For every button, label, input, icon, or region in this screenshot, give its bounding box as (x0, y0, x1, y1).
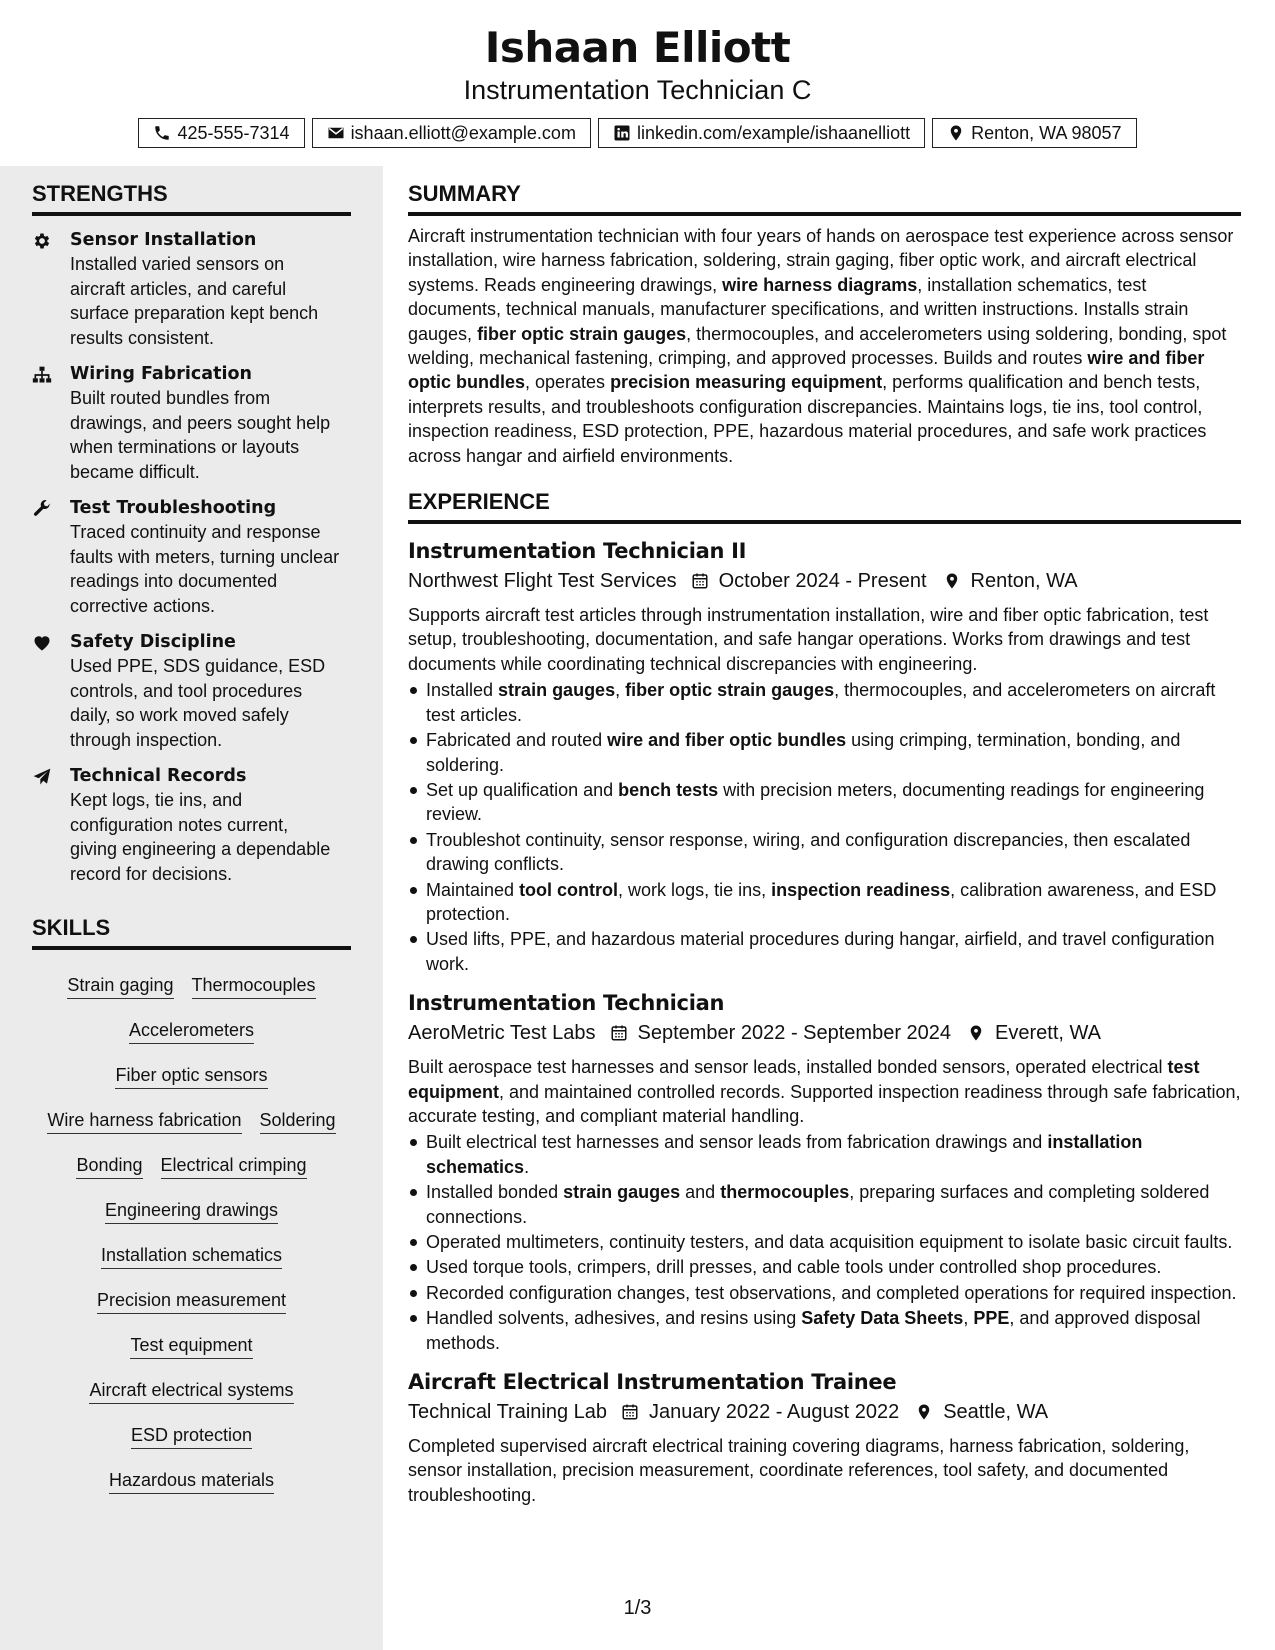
strength-desc: Built routed bundles from drawings, and peers sought help when terminations or layouts became difficult. (70, 388, 331, 482)
job-entry (408, 1369, 1241, 1507)
skill-tag: Wire harness fabrication (47, 1109, 241, 1134)
job-meta (408, 567, 1241, 595)
calendar-icon (610, 1024, 628, 1042)
heart-icon (32, 633, 52, 653)
strength-desc: Traced continuity and response faults with meters, turning unclear readings into documented corrective actions. (70, 522, 340, 616)
job-meta (408, 1398, 1241, 1426)
bullet-item: Set up qualification and bench tests with precision meters, documenting readings for engineering review. (408, 778, 1241, 827)
calendar-icon (691, 572, 709, 590)
strength-title: Technical Records (70, 766, 247, 786)
strength-desc: Kept logs, tie ins, and configuration notes current, giving engineering a dependable record for decisions. (70, 790, 331, 884)
job-dates: September 2022 - September 2024 (637, 1022, 952, 1045)
map-pin-icon (967, 1024, 985, 1042)
strengths-heading: STRENGTHS (32, 166, 351, 216)
contact-bar (0, 118, 1275, 148)
email-text: ishaan.elliott@example.com (350, 122, 576, 143)
job-dates: January 2022 - August 2022 (649, 1401, 900, 1424)
job-location: Renton, WA (970, 570, 1078, 593)
skill-tag: Aircraft electrical systems (89, 1379, 293, 1404)
wrench-icon (32, 499, 52, 519)
skill-tag: Thermocouples (192, 974, 316, 999)
bullet-item: Used torque tools, crimpers, drill presses, and cable tools under controlled shop procedures. (408, 1255, 1241, 1279)
job-title: Instrumentation Technician (408, 991, 725, 1016)
main-content (408, 166, 1241, 1507)
skill-tag: Installation schematics (101, 1244, 282, 1269)
bullet-item: Handled solvents, adhesives, and resins using Safety Data Sheets, PPE, and approved disposal methods. (408, 1306, 1241, 1355)
job-entry (408, 538, 1241, 976)
job-title: Aircraft Electrical Instrumentation Trainee (408, 1370, 897, 1395)
strength-item (32, 765, 351, 886)
job-bullets (408, 678, 1241, 976)
job-title: Instrumentation Technician II (408, 539, 747, 564)
envelope-icon (327, 124, 345, 142)
strength-title: Wiring Fabrication (70, 364, 252, 384)
strength-title: Sensor Installation (70, 230, 257, 250)
bullet-item: Operated multimeters, continuity testers, and data acquisition equipment to isolate basic circuit faults. (408, 1230, 1241, 1254)
bullet-item: Installed strain gauges, fiber optic strain gauges, thermocouples, and accelerometers on aircraft test articles. (408, 678, 1241, 727)
skill-tag: Strain gaging (67, 974, 173, 999)
contact-phone[interactable] (138, 118, 304, 148)
job-dates: October 2024 - Present (718, 570, 927, 593)
candidate-title: Instrumentation Technician C (463, 75, 812, 105)
skill-tag: Fiber optic sensors (115, 1064, 267, 1089)
strength-item (32, 229, 351, 350)
map-pin-icon (943, 572, 961, 590)
skill-tag: Electrical crimping (161, 1154, 307, 1179)
skill-tag: Hazardous materials (109, 1469, 274, 1494)
job-meta (408, 1019, 1241, 1047)
job-company: Technical Training Lab (408, 1401, 608, 1424)
phone-text: 425-555-7314 (177, 122, 290, 143)
job-company: AeroMetric Test Labs (408, 1022, 596, 1045)
contact-email[interactable] (312, 118, 591, 148)
skills-list (32, 962, 351, 1502)
job-description: Built aerospace test harnesses and sensor leads, installed bonded sensors, operated electrical test equipment, and maintained controlled records. Supported inspection readiness through safe fabrication, accurate testing, and compliant material handling. (408, 1057, 1241, 1126)
strength-title: Test Troubleshooting (70, 498, 277, 518)
bullet-item: Troubleshot continuity, sensor response, wiring, and configuration discrepancies, then escalated drawing conflicts. (408, 828, 1241, 877)
strength-item (32, 497, 351, 618)
bullet-item: Built electrical test harnesses and sensor leads from fabrication drawings and installation schematics. (408, 1130, 1241, 1179)
page-number: 1/3 (623, 1597, 652, 1619)
job-company: Northwest Flight Test Services (408, 570, 677, 593)
skill-tag: ESD protection (131, 1424, 252, 1449)
bullet-item: Used lifts, PPE, and hazardous material procedures during hangar, airfield, and travel configuration work. (408, 927, 1241, 976)
sidebar (0, 166, 383, 1650)
contact-location (932, 118, 1136, 148)
job-location: Seattle, WA (943, 1401, 1049, 1424)
job-bullets (408, 1130, 1241, 1355)
summary-heading: SUMMARY (408, 166, 1241, 216)
calendar-icon (621, 1403, 639, 1421)
job-entry (408, 990, 1241, 1355)
skills-heading: SKILLS (32, 900, 351, 950)
map-pin-icon (947, 124, 965, 142)
skill-tag: Precision measurement (97, 1289, 286, 1314)
job-description: Supports aircraft test articles through instrumentation installation, wire and fiber optic fabrication, test setup, troubleshooting, documentation, and safe hangar operations. Works from drawings and test documents while coordinating technical discrepancies with engineering. (408, 605, 1209, 674)
summary-text: Aircraft instrumentation technician with four years of hands on aerospace test experience across sensor installation, wire harness fabrication, soldering, strain gaging, fiber optic work, and aircraft electrical systems. Reads engineering drawings, wire harness diagrams, installation schematics, test documents, technical manuals, manufacturer specifications, and written instructions. Installs strain gauges, fiber optic strain gauges, thermocouples, and accelerometers using soldering, bonding, spot welding, mechanical fastening, crimping, and approved processes. Builds and routes wire and fiber optic bundles, operates precision measuring equipment, performs qualification and bench tests, interprets results, and troubleshoots configuration discrepancies. Maintains logs, tie ins, tool control, inspection readiness, ESD protection, PPE, hazardous material procedures, and safe work practices across hangar and airfield environments. (408, 226, 1234, 466)
bullet-item: Fabricated and routed wire and fiber optic bundles using crimping, termination, bonding, and soldering. (408, 728, 1241, 777)
skill-tag: Soldering (260, 1109, 336, 1134)
skill-tag: Engineering drawings (105, 1199, 278, 1224)
experience-heading: EXPERIENCE (408, 474, 1241, 524)
gear-icon (32, 231, 52, 251)
strength-desc: Installed varied sensors on aircraft articles, and careful surface preparation kept bench results consistent. (70, 254, 319, 348)
bullet-item: Recorded configuration changes, test observations, and completed operations for required inspection. (408, 1281, 1241, 1305)
paper-plane-icon (32, 767, 52, 787)
job-location: Everett, WA (995, 1022, 1101, 1045)
strength-desc: Used PPE, SDS guidance, ESD controls, and tool procedures daily, so work moved safely through inspection. (70, 656, 326, 750)
strength-title: Safety Discipline (70, 632, 236, 652)
skill-tag: Accelerometers (129, 1019, 254, 1044)
map-pin-icon (915, 1403, 933, 1421)
strength-item (32, 631, 351, 752)
skill-tag: Bonding (76, 1154, 142, 1179)
location-text: Renton, WA 98057 (971, 122, 1122, 143)
linkedin-text: linkedin.com/example/ishaanelliott (636, 122, 911, 143)
bullet-item: Installed bonded strain gauges and thermocouples, preparing surfaces and completing soldered connections. (408, 1180, 1241, 1229)
strength-item (32, 363, 351, 484)
bullet-item: Maintained tool control, work logs, tie ins, inspection readiness, calibration awareness, and ESD protection. (408, 878, 1241, 927)
job-description: Completed supervised aircraft electrical training covering diagrams, harness fabrication, soldering, sensor installation, precision measurement, coordinate references, tool safety, and documented troubleshooting. (408, 1436, 1190, 1505)
contact-linkedin[interactable] (598, 118, 925, 148)
linkedin-icon (613, 124, 631, 142)
sitemap-icon (32, 365, 52, 385)
skill-tag: Test equipment (130, 1334, 252, 1359)
phone-icon (153, 124, 171, 142)
candidate-name: Ishaan Elliott (484, 23, 791, 72)
resume-header (0, 0, 1275, 148)
